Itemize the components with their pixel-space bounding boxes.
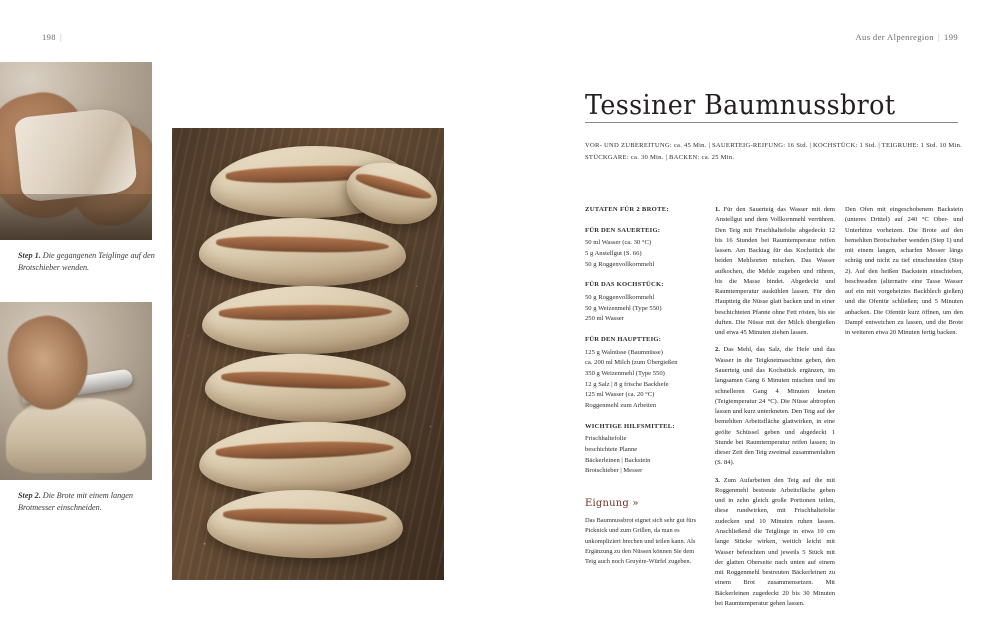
step-2-caption-label: Step 2.: [18, 491, 41, 500]
ingredients-column: [585, 205, 693, 477]
eignung-section: [585, 498, 697, 567]
step-2-caption: [18, 490, 158, 514]
step-number: 2.: [715, 346, 720, 354]
ingredients-group-heading: WICHTIGE HILFSMITTEL:: [585, 422, 675, 430]
ingredient-item: 125 g Walnüsse (Baumnüsse): [585, 348, 663, 356]
step-number: 3.: [715, 476, 720, 484]
step-text: Das Mehl, das Salz, die Hefe und das Wasser in die Teigknetmaschine geben, den Sauerteig und das Kochstück ergänzen, im langsamen Gang 6 Minuten mischen und im schnelleren Gang 4 Minuten kneten (Teigtemperatur 24 °C). Die Nüsse abtropfen lassen und kurz unterkneten. Den Teig auf der bemehlten Arbeitsfläche glattwirken, in eine geölte Schüssel geben und abgedeckt 1 Stunde bei Raumtemperatur reifen lassen; in dieser Zeit den Teig zweimal zusammenfalten (S. 84).: [715, 346, 836, 467]
folio-left-number: 198: [42, 32, 56, 42]
step-text: Den Ofen mit eingeschobenem Backstein (unteres Drittel) auf 240 °C Ober- und Unterhitze vorheizen. Die Brote auf den bemehlten Brotschieber wenden (Step 1) und mit einem langen, scharfen Messer längs schräg und nicht zu tief einschneiden (Step 2). Auf den heißen Backstein einschieben, beschwaden (alternativ eine Tasse Wasser auf ein mit vorgeheiztes Backblech gießen) und die Ofentür schließen; und 5 Minuten anbacken. Die Ofentür kurz öffnen, um den Dampf entweichen zu lassen, und die Brote in weiteren etwa 20 Minuten fertig backen.: [845, 206, 963, 337]
step-1-caption-text: Die gegangenen Teiglinge auf den Brotschieber wenden.: [18, 251, 155, 272]
step-text: Für den Sauerteig das Wasser mit dem Anstellgut und dem Vollkornmehl verrühren. Den Teig mit Frischhaltefolie abgedeckt 12 bis 16 Stunden bei Raumtemperatur reifen lassen. Am Backtag für das Kochstück die beiden Mehlsorten mischen. Das Wasser aufkochen, die Mehle zugeben und rühren, bis die Masse bindet. Abgedeckt und Raumtemperatur auskühlen lassen. Für den Hauptteig die Nüsse glatt backen und in einer beschichteten Pfanne ohne Fett rösten, bis sie duften. Die Nüsse mit der Milch übergießen und etwa 45 Minuten ziehen lassen.: [715, 206, 835, 337]
recipe-meta: [585, 140, 963, 163]
ingredient-item: Brotschieber | Messer: [585, 467, 643, 475]
ingredient-item: 5 g Anstellgut (S. 66): [585, 250, 642, 258]
hero-photo-bread: [172, 128, 444, 580]
folio-left: [42, 32, 66, 42]
step-1-photo: [0, 62, 152, 240]
ingredient-item: 350 g Weizenmehl (Type 550): [585, 370, 665, 378]
step-2-caption-text: Die Brote mit einem langen Brotmesser einschneiden.: [18, 491, 133, 512]
recipe-step: [715, 205, 835, 338]
ingredients-group-list: [585, 434, 693, 477]
recipe-meta-line-2: STÜCKGARE: ca. 30 Min. | BACKEN: ca. 25 Min.: [585, 153, 735, 161]
recipe-title: Tessiner Baumnussbrot: [585, 90, 896, 122]
ingredients-group-list: [585, 238, 693, 270]
step-1-caption-label: Step 1.: [18, 251, 41, 260]
dough-shape: [6, 398, 146, 473]
eignung-title-text: Eignung: [585, 498, 630, 509]
ingredient-item: Frischhaltefolie: [585, 435, 627, 443]
board-shadow: [0, 194, 152, 240]
ingredient-item: 250 ml Wasser: [585, 315, 624, 323]
recipe-meta-line-1: VOR- UND ZUBEREITUNG: ca. 45 Min. | SAUERTEIG-REIFUNG: 16 Std. | KOCHSTÜCK: 1 Std. | TEIGRUHE: 1 Std. 10 Min.: [585, 142, 963, 149]
title-divider: [585, 122, 958, 123]
ingredient-item: beschichtete Planne: [585, 446, 638, 454]
step-text: Zum Aufarbeiten den Teig auf die mit Roggenmehl bestreute Arbeitsfläche geben und in zehn gleich große Portionen teilen, diese rundwirken, mit Frischhaltefolie zudecken und 10 Minuten ruhen lassen. Anschließend die Teiglinge in etwa 10 cm lange Stücke wirken, weitich leicht mit Wasser befeuchten und jeweils 5 Stück mit der glatten Oberseite nach unten auf einem mit Roggenmehl bestreuten Bäckerleinen zu einem Brot zusammensetzen. Mit Bäckerleinen zugedeckt 20 bis 30 Minuten bei Raumtemperatur gehen lassen.: [715, 476, 836, 607]
ingredient-item: Roggenmehl zum Arbeiten: [585, 402, 657, 410]
folio-right-header: Aus der Alpenregion: [855, 32, 934, 42]
ingredient-item: 50 g Weizenmehl (Type 550): [585, 304, 662, 312]
double-chevron-icon: »: [632, 498, 638, 509]
baker-linen-shape: [14, 106, 138, 203]
folio-right: [856, 32, 958, 42]
step-2-photo: [0, 302, 152, 480]
folio-right-separator: |: [937, 32, 941, 42]
ingredient-item: 125 ml Wasser (ca. 20 °C): [585, 391, 655, 399]
recipe-steps-column-b: [845, 205, 963, 345]
ingredients-group-heading: FÜR DEN HAUPTTEIG:: [585, 336, 662, 344]
crumbs-texture: [172, 128, 444, 580]
recipe-step: [715, 345, 835, 468]
ingredient-item: Bäckerleinen | Backstein: [585, 456, 651, 464]
ingredients-group-heading: FÜR DAS KOCHSTÜCK:: [585, 281, 664, 289]
eignung-text: Das Baumnussbrot eignet sich sehr gut fürs Picknick und zum Grillen, da man es unkompliziert brechen und teilen kann. Als Ergänzung zu den Nüssen können Sie dem Teig auch noch Gruyère-Würfel zugeben.: [585, 517, 697, 565]
step-1-caption: [18, 250, 158, 274]
folio-right-number: 199: [944, 32, 958, 42]
ingredient-item: ca. 200 ml Milch (zum Übergießen: [585, 359, 678, 367]
recipe-step: [715, 476, 835, 609]
ingredients-group-heading: FÜR DEN SAUERTEIG:: [585, 226, 661, 234]
ingredients-heading: ZUTATEN FÜR 2 BROTE:: [585, 206, 669, 213]
ingredients-group-list: [585, 348, 693, 412]
recipe-step: [845, 205, 963, 338]
ingredients-group-list: [585, 293, 693, 325]
ingredient-item: 50 g Roggenvollkornmehl: [585, 260, 655, 268]
ingredient-item: 12 g Salz | 8 g frische Backhefe: [585, 380, 669, 388]
eignung-title: [585, 498, 697, 509]
recipe-steps-column-a: [715, 205, 835, 616]
folio-left-separator: |: [59, 32, 63, 42]
ingredient-item: 50 ml Wasser (ca. 30 °C): [585, 239, 652, 247]
step-number: 1.: [715, 206, 720, 213]
ingredient-item: 50 g Roggenvollkornmehl: [585, 294, 655, 302]
